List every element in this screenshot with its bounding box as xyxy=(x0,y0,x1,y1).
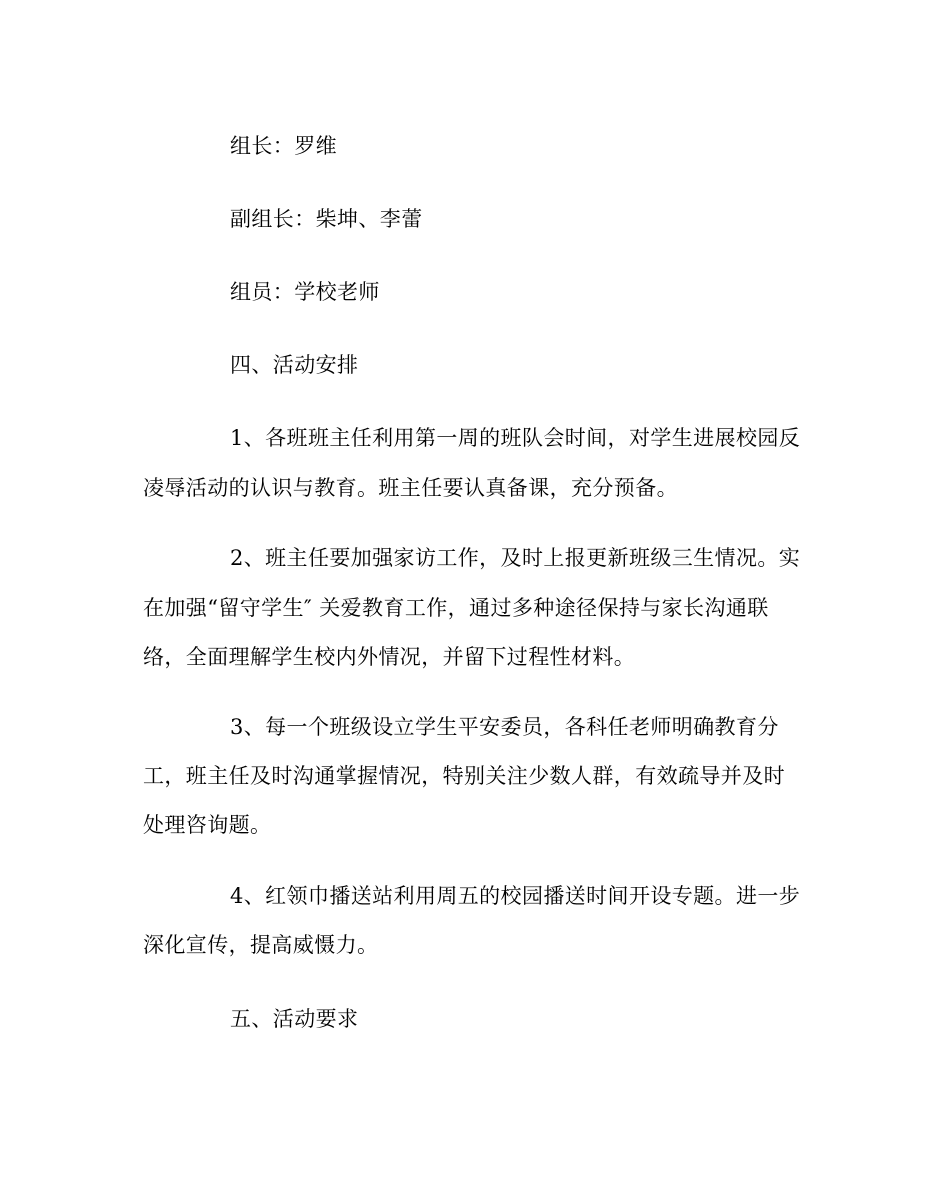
group-leader: 组长：罗维 xyxy=(230,134,337,158)
item-4-line-2: 深化宣传，提高威慑力。 xyxy=(143,933,379,957)
item-1-line-1: 1、各班班主任利用第一周的班队会时间，对学生进展校园反 xyxy=(230,426,801,450)
item-4-line-1: 4、红领巾播送站利用周五的校园播送时间开设专题。进一步 xyxy=(230,884,801,908)
vice-group-leader: 副组长：柴坤、李蕾 xyxy=(230,207,423,231)
item-2-line-2: 在加强“留守学生″ 关爱教育工作，通过多种途径保持与家长沟通联 xyxy=(143,596,769,620)
item-3-line-1: 3、每一个班级设立学生平安委员，各科任老师明确教育分 xyxy=(230,715,779,739)
item-2-line-1: 2、班主任要加强家访工作，及时上报更新班级三生情况。实 xyxy=(230,546,801,570)
item-3-line-2: 工，班主任及时沟通掌握情况，特别关注少数人群，有效疏导并及时 xyxy=(143,764,785,788)
item-2-line-3: 络，全面理解学生校内外情况，并留下过程性材料。 xyxy=(143,645,636,669)
group-members: 组员：学校老师 xyxy=(230,280,380,304)
item-3-line-3: 处理咨询题。 xyxy=(143,813,272,837)
section-5-heading: 五、活动要求 xyxy=(230,1007,359,1031)
item-1-line-2: 凌辱活动的认识与教育。班主任要认真备课，充分预备。 xyxy=(143,476,678,500)
section-4-heading: 四、活动安排 xyxy=(230,353,359,377)
